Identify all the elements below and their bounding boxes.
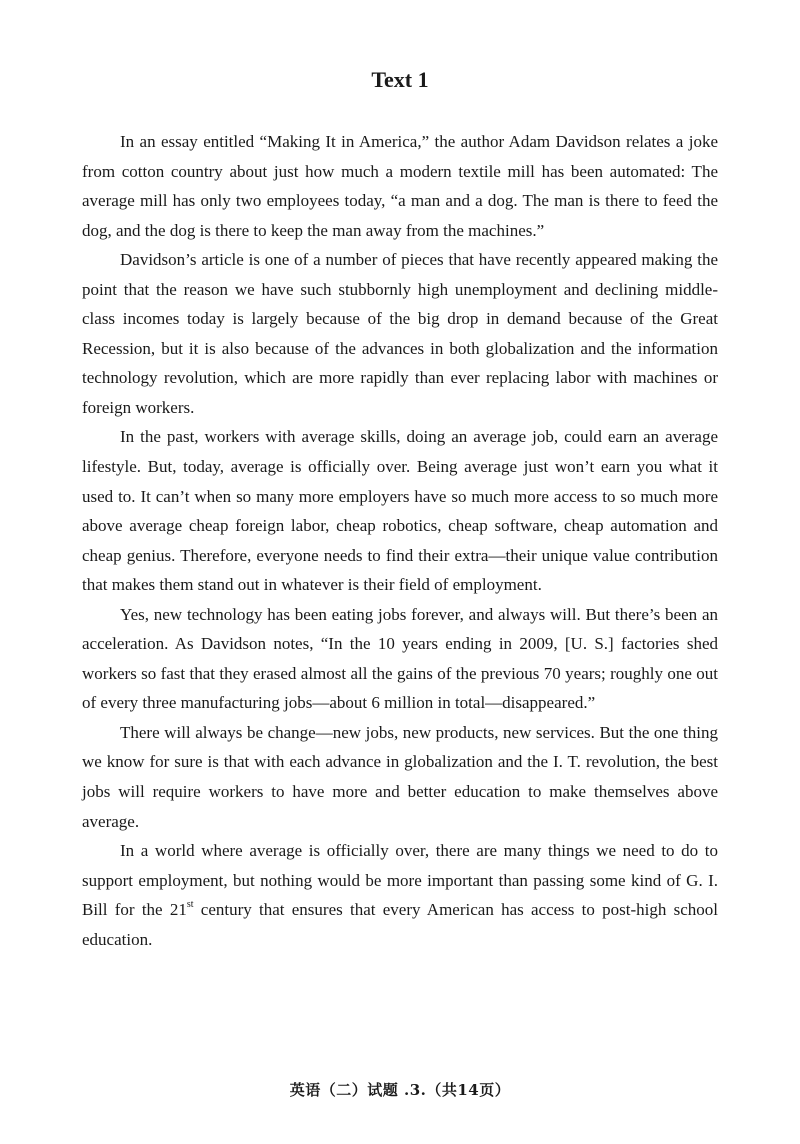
ordinal-superscript: st <box>186 898 194 910</box>
paragraph-text-before: In a world where average is officially over, there are many things we need to do to support employment, but nothing would be more important than passing some kind of G. I. Bill for the 21 <box>82 841 718 920</box>
paragraph-text-after: century that ensures that every American has access to post-high school education. <box>82 900 718 949</box>
paragraph-last <box>82 836 718 954</box>
passage-body <box>82 127 718 954</box>
paragraph: In an essay entitled “Making It in America,” the author Adam Davidson relates a joke from cotton country about just how much a modern textile mill has been automated: The average mill has only two employees today, “a man and a dog. The man is there to feed the dog, and the dog is there to keep the man away from the machines.” <box>82 132 718 240</box>
paragraph: There will always be change—new jobs, new products, new services. But the one thing we know for sure is that with each advance in globalization and the I. T. revolution, the best jobs will require workers to have more and better education to make themselves above average. <box>82 722 718 831</box>
paragraph: Yes, new technology has been eating jobs forever, and always will. But there’s been an acceleration. As Davidson notes, “In the 10 years ending in 2009, [U. S.] factories shed workers so fast that they erased almost all the gains of the previous 70 years; roughly one out of every three manufacturing jobs—about 6 million in total—disappeared.” <box>82 604 718 713</box>
paragraph: Davidson’s article is one of a number of pieces that have recently appeared making the point that the reason we have such stubbornly high unemployment and declining middle-class incomes today is largely because of the big drop in demand because of the Great Recession, but it is also because of the advances in both globalization and the information technology revolution, which are more rapidly than ever replacing labor with machines or foreign workers. <box>82 250 718 417</box>
page-footer: 英语（二）试题 .3.（共14页） <box>289 1081 511 1099</box>
paragraph: In the past, workers with average skills, doing an average job, could earn an average lifestyle. But, today, average is officially over. Being average just won’t earn you what it used to. It can’t when so many more employers have so much more access to so much more above average cheap foreign labor, cheap robotics, cheap software, cheap automation and cheap genius. Therefore, everyone needs to find their extra—their unique value contribution that makes them stand out in whatever is their field of employment. <box>82 427 718 595</box>
text-title: Text 1 <box>371 67 429 92</box>
